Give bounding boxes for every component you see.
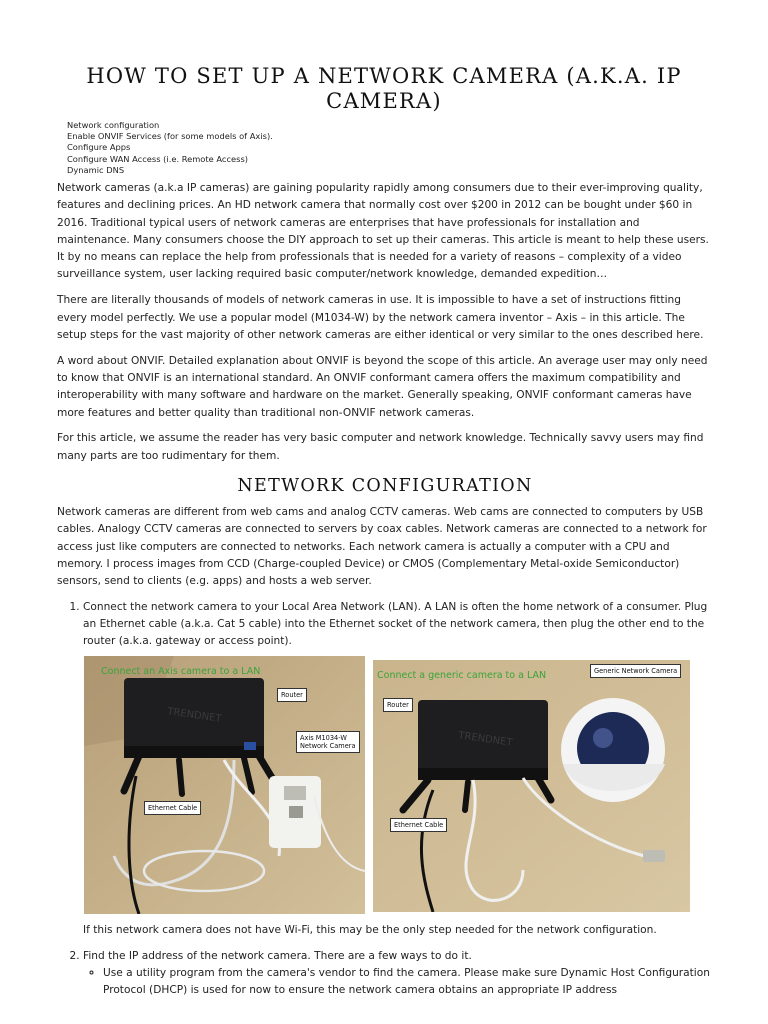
toc-item[interactable]: Network configuration — [67, 120, 160, 130]
intro-paragraph: A word about ONVIF. Detailed explanation about ONVIF is beyond the scope of this article. An average user may only need to know that ONVIF is an international standard. An ONVIF conformant camera offers the maximum compatibility and interoperability with many software and hardware on the market. Generally speaking, ONVIF conformant cameras have more features and better quality than traditional non-ONVIF network cameras. — [57, 354, 708, 419]
section-heading: NETWORK CONFIGURATION — [237, 475, 533, 496]
page-title: HOW TO SET UP A NETWORK CAMERA (A.K.A. IP CAMERA) — [86, 64, 682, 113]
intro-paragraph: Network cameras (a.k.a IP cameras) are gaining popularity rapidly among consumers due to their ever-improving quality, features and declining prices. An HD network camera that normally cost over $200 in 2012 can be bought under $60 in 2016. Traditional typical users of network cameras are enterprises that have professionals for installation and maintenance. Many consumers choose the DIY approach to set up their cameras. This article is meant to help these users. It by no means can replace the help from professionals that is needed for a variety of reasons – complexity of a video surveillance system, user lacking required basic computer/network knowledge, demanded expedition… — [57, 182, 709, 281]
section-paragraph: Network cameras are different from web cams and analog CCTV cameras. Web cams are connected to computers by USB cables. Analogy CCTV cameras are connected to servers by coax cables. Network cameras are connected to a network for access just like computers are connected to networks. Each network camera is actually a computer with a CPU and memory. I process images from CCD (Charge-coupled Device) or CMOS (Complementary Metal-oxide Semiconductor) sensors, send to clients (e.g. apps) and hosts a web server. — [57, 505, 707, 588]
photo-caption: Connect a generic camera to a LAN — [377, 669, 547, 681]
photo-caption: Connect an Axis camera to a LAN — [101, 665, 261, 677]
toc-item[interactable]: Enable ONVIF Services (for some models of Axis). — [67, 131, 273, 142]
svg-text:TRENDNET: TRENDNET — [166, 706, 223, 725]
generic-camera-photo — [373, 660, 690, 912]
axis-photo-illustration — [84, 656, 365, 914]
steps-list — [57, 599, 713, 999]
axis-camera-photo — [84, 656, 365, 914]
sub-steps-list — [83, 965, 713, 999]
step-text: Find the IP address of the network camera. There are a few ways to do it. — [83, 949, 472, 962]
toc-item[interactable]: Configure WAN Access (i.e. Remote Access) — [67, 153, 249, 164]
intro-paragraph: There are literally thousands of models of network cameras in use. It is impossible to have a set of instructions fitting every model perfectly. We use a popular model (M1034-W) by the network camera inventor – Axis – in this article. The setup steps for the vast majority of other network cameras are either identical or very similar to the ones described here. — [57, 294, 704, 341]
camera-label-line: Axis M1034-W — [300, 733, 347, 742]
router-label: Router — [277, 688, 307, 702]
step-item — [83, 599, 713, 939]
camera-label: Generic Network Camera — [590, 664, 681, 678]
camera-label — [296, 731, 360, 753]
step-item — [83, 948, 713, 999]
intro-paragraph: For this article, we assume the reader has very basic computer and network knowledge. Technically savvy users may find many parts are too rudimentary for them. — [57, 432, 704, 462]
sub-step-item: ◦ Use a utility program from the camera's vendor to find the camera. Please make sure Dynamic Host Configuration Protocol (DHCP) is used for now to ensure the network camera obtains an appropriate IP address — [103, 965, 713, 999]
article-body — [57, 180, 713, 999]
step-text: Connect the network camera to your Local Area Network (LAN). A LAN is often the home network of a consumer. Plug an Ethernet cable (a.k.a. Cat 5 cable) into the Ethernet socket of the network camera, then plug the other end to the router (a.k.a. gateway or access point). — [83, 600, 708, 647]
step-note: If this network camera does not have Wi-Fi, this may be the only step needed for the network configuration. — [83, 923, 657, 936]
ethernet-cable-label: Ethernet Cable — [144, 801, 201, 815]
toc-item[interactable]: Dynamic DNS — [67, 164, 125, 175]
photo-row — [83, 656, 713, 914]
router-label: Router — [383, 698, 413, 712]
svg-text:TRENDNET: TRENDNET — [457, 730, 514, 749]
toc-item[interactable]: Configure Apps — [67, 142, 131, 153]
ethernet-cable-label: Ethernet Cable — [390, 818, 447, 832]
generic-photo-illustration — [373, 660, 690, 912]
camera-label-line: Network Camera — [300, 741, 356, 750]
table-of-contents — [67, 120, 273, 176]
